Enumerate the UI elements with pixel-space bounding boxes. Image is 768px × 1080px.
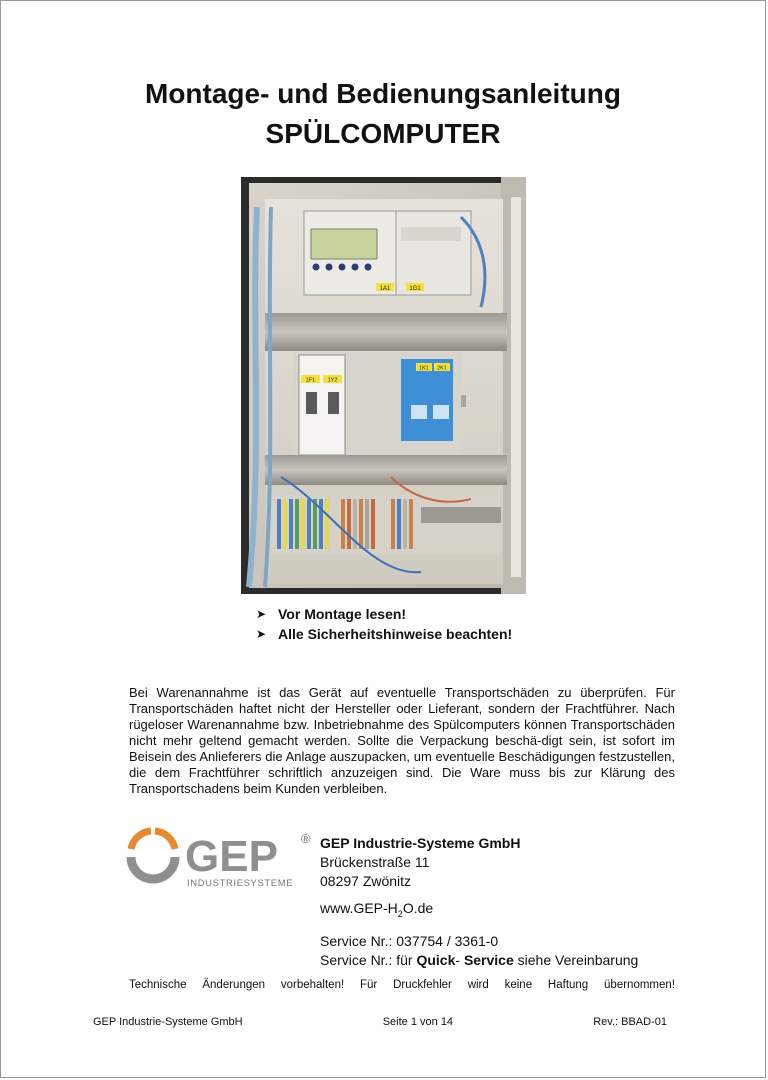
relay2-label: 2K1 [437, 365, 447, 372]
footer-revision: Rev.: BBAD-01 [593, 1016, 667, 1028]
logo-text: GEP [185, 832, 278, 881]
bullet-list [256, 604, 512, 644]
footer-company: GEP Industrie-Systeme GmbH [93, 1016, 243, 1028]
transport-damage-paragraph: Bei Warenannahme ist das Gerät auf eventuelle Transportschäden zu überprüfen. Für Transportschäden haftet nicht der Hersteller oder Lieferant, sondern der Frachtführer. Nach rügeloser Warenannahme bzw. Inbetriebnahme des Spülcomputers können Transportschäden nicht mehr geltend gemacht werden. Sollte die Verpackung beschä-digt sein, ist sofort im Beisein des Anlieferers die Anlage auszupacken, um eventuelle Beschädigungen festzustellen, die dem Frachtführer schriftlich anzuzeigen sind. Die Ware muss bis zur Klärung des Transportschadens beim Kunden verbleiben. [129, 685, 675, 796]
unit2-label: 1G1 [409, 286, 421, 292]
company-street: Brückenstraße 11 [320, 854, 430, 870]
registered-mark: ® [301, 831, 311, 846]
relay1-label: 1K1 [419, 365, 429, 372]
disclaimer-notice: Technische Änderungen vorbehalten! Für Druckfehler wird keine Haftung übernommen! [129, 979, 675, 991]
arrowhead-icon: ➤ [256, 607, 267, 621]
logo-subtitle: INDUSTRIESYSTEME [187, 878, 294, 889]
company-block [320, 834, 638, 970]
bullet-text: Alle Sicherheitshinweise beachten! [278, 626, 513, 642]
unit1-label: 1A1 [379, 286, 391, 292]
company-city: 08297 Zwönitz [320, 873, 412, 889]
cabinet-illustration [241, 177, 526, 594]
bullet-item [256, 624, 512, 644]
page-footer [93, 1016, 667, 1028]
footer-page-number: Seite 1 von 14 [382, 1016, 454, 1028]
arrowhead-icon: ➤ [256, 627, 267, 641]
service-number: Service Nr.: 037754 / 3361-0 [320, 932, 499, 949]
bullet-item [256, 604, 512, 624]
breaker1-label: 1F1 [305, 377, 316, 384]
title-line-2: SPÜLCOMPUTER [265, 118, 501, 149]
breaker2-label: 1Y2 [327, 377, 338, 384]
company-name: GEP Industrie-Systeme GmbH [320, 835, 521, 851]
title-line-1: Montage- und Bedienungsanleitung [145, 78, 621, 109]
control-cabinet-photo [241, 177, 526, 594]
bullet-text: Vor Montage lesen! [278, 606, 407, 622]
quick-service-line: Service Nr.: für Quick- Service siehe Vereinbarung [320, 951, 639, 968]
document-title [1, 74, 765, 154]
company-website[interactable]: $www.GEP-H_2O.de$ [320, 900, 434, 919]
